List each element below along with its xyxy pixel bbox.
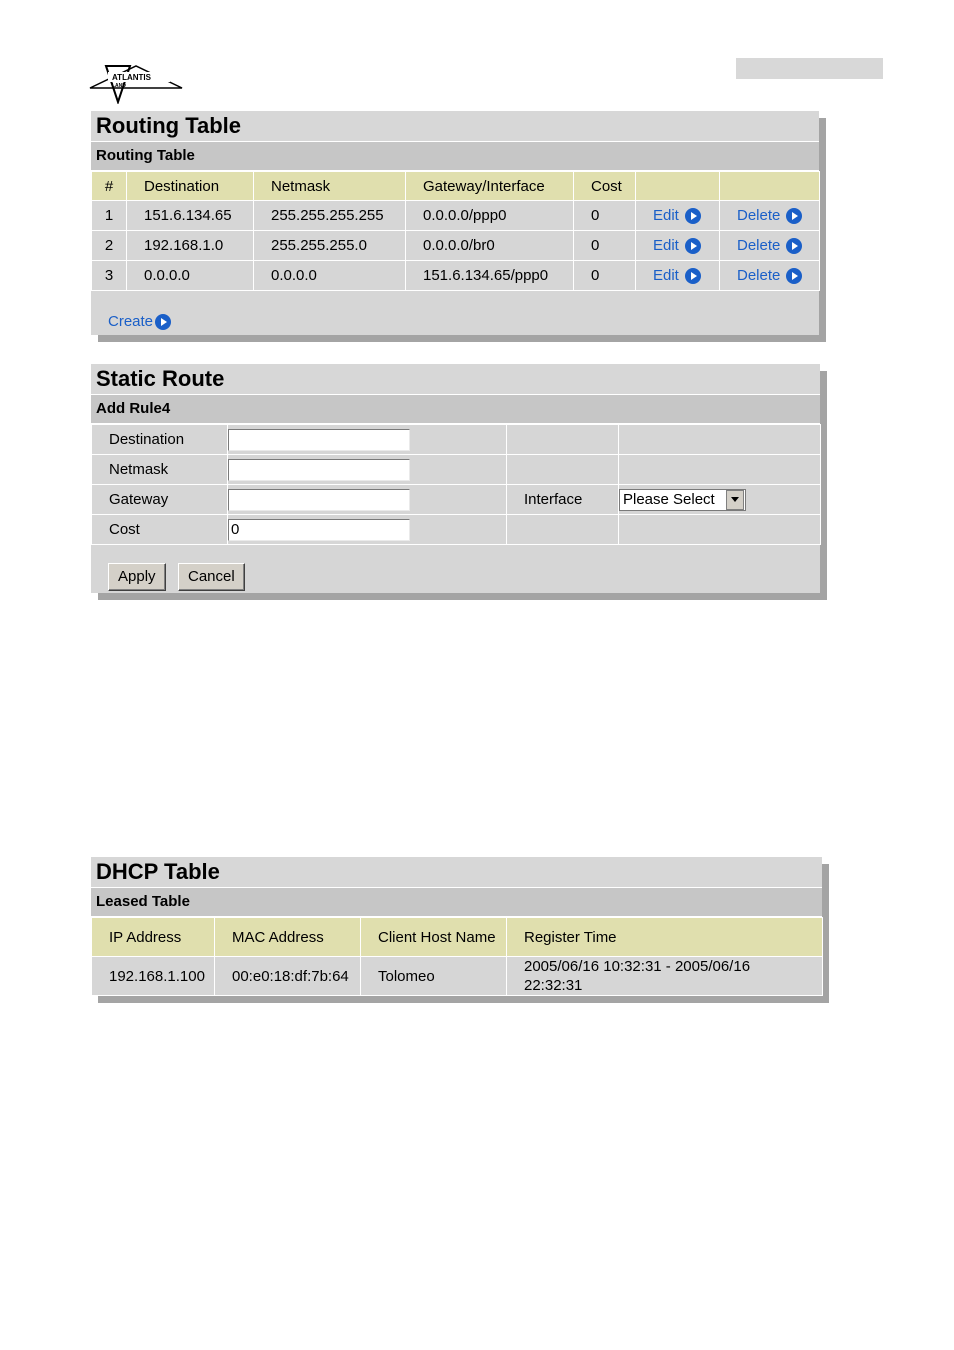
delete-route-1-link[interactable] — [737, 207, 802, 224]
arrow-right-icon — [685, 268, 701, 284]
gateway-label: Gateway — [92, 485, 228, 515]
delete-cell — [720, 261, 820, 291]
dhcp-leased-table — [91, 917, 823, 996]
create-route-link[interactable] — [108, 313, 171, 330]
static-route-form — [91, 424, 821, 545]
delete-cell — [720, 201, 820, 231]
gateway-input[interactable] — [228, 489, 410, 511]
interface-label: Interface — [507, 485, 619, 515]
netmask-label: Netmask — [92, 455, 228, 485]
route-netmask: 255.255.255.255 — [254, 201, 406, 231]
arrow-right-icon — [685, 238, 701, 254]
empty-cell — [619, 515, 821, 545]
table-header-row — [92, 172, 820, 201]
dhcp-table-subtitle: Leased Table — [91, 888, 822, 917]
lease-mac: 00:e0:18:df:7b:64 — [215, 957, 361, 996]
header-bar — [736, 58, 883, 79]
dhcp-table-title: DHCP Table — [91, 857, 822, 888]
static-route-title: Static Route — [91, 364, 820, 395]
routing-table-footer — [91, 291, 819, 335]
arrow-right-icon — [786, 268, 802, 284]
lease-ip: 192.168.1.100 — [92, 957, 215, 996]
column-header-ip: IP Address — [92, 918, 215, 957]
delete-label: Delete — [737, 207, 781, 224]
static-route-footer — [91, 545, 820, 593]
delete-label: Delete — [737, 267, 781, 284]
edit-cell — [636, 231, 720, 261]
route-cost: 0 — [574, 261, 636, 291]
table-row — [92, 201, 820, 231]
edit-label: Edit — [653, 237, 679, 254]
delete-cell — [720, 231, 820, 261]
chevron-down-icon[interactable] — [726, 490, 744, 510]
edit-cell — [636, 201, 720, 231]
empty-cell — [619, 425, 821, 455]
arrow-right-icon — [786, 208, 802, 224]
route-cost: 0 — [574, 201, 636, 231]
column-header-destination: Destination — [127, 172, 254, 201]
edit-route-2-link[interactable] — [653, 237, 701, 254]
interface-selected-value: Please Select — [623, 491, 715, 508]
table-header-row — [92, 918, 823, 957]
edit-route-3-link[interactable] — [653, 267, 701, 284]
edit-label: Edit — [653, 207, 679, 224]
form-row — [92, 455, 821, 485]
form-row — [92, 485, 821, 515]
arrow-right-icon — [155, 314, 171, 330]
table-row — [92, 231, 820, 261]
lease-time: 2005/06/16 10:32:31 - 2005/06/16 22:32:31 — [507, 957, 823, 996]
routing-table-title: Routing Table — [91, 111, 819, 142]
column-header-gateway: Gateway/Interface — [406, 172, 574, 201]
destination-input[interactable] — [228, 429, 410, 451]
column-header-mac: MAC Address — [215, 918, 361, 957]
atlantis-land-logo-icon — [86, 58, 186, 104]
delete-route-2-link[interactable] — [737, 237, 802, 254]
column-header-time: Register Time — [507, 918, 823, 957]
empty-cell — [619, 455, 821, 485]
netmask-cell — [228, 455, 507, 485]
create-label: Create — [108, 313, 154, 330]
column-header-netmask: Netmask — [254, 172, 406, 201]
route-gateway: 151.6.134.65/ppp0 — [406, 261, 574, 291]
edit-label: Edit — [653, 267, 679, 284]
route-destination: 192.168.1.0 — [127, 231, 254, 261]
table-row — [92, 261, 820, 291]
route-gateway: 0.0.0.0/br0 — [406, 231, 574, 261]
form-row — [92, 425, 821, 455]
empty-cell — [507, 515, 619, 545]
routing-table-panel — [91, 111, 819, 335]
route-destination: 0.0.0.0 — [127, 261, 254, 291]
empty-cell — [507, 455, 619, 485]
table-row — [92, 957, 823, 996]
destination-label: Destination — [92, 425, 228, 455]
routing-table — [91, 171, 820, 291]
route-destination: 151.6.134.65 — [127, 201, 254, 231]
logo-subtext: LAND — [112, 83, 126, 89]
column-header-cost: Cost — [574, 172, 636, 201]
route-netmask: 255.255.255.0 — [254, 231, 406, 261]
logo-text: ATLANTIS — [112, 73, 151, 82]
route-netmask: 0.0.0.0 — [254, 261, 406, 291]
arrow-right-icon — [786, 238, 802, 254]
lease-host: Tolomeo — [361, 957, 507, 996]
route-num: 3 — [92, 261, 127, 291]
cost-input[interactable] — [228, 519, 410, 541]
netmask-input[interactable] — [228, 459, 410, 481]
cost-cell — [228, 515, 507, 545]
route-num: 1 — [92, 201, 127, 231]
static-route-subtitle: Add Rule4 — [91, 395, 820, 424]
empty-cell — [507, 425, 619, 455]
route-gateway: 0.0.0.0/ppp0 — [406, 201, 574, 231]
cancel-button[interactable]: Cancel — [178, 563, 245, 591]
interface-select[interactable] — [619, 489, 746, 511]
edit-cell — [636, 261, 720, 291]
column-header-host: Client Host Name — [361, 918, 507, 957]
static-route-panel — [91, 364, 820, 593]
arrow-right-icon — [685, 208, 701, 224]
delete-route-3-link[interactable] — [737, 267, 802, 284]
column-header-edit — [636, 172, 720, 201]
interface-cell — [619, 485, 821, 515]
column-header-delete — [720, 172, 820, 201]
cost-label: Cost — [92, 515, 228, 545]
destination-cell — [228, 425, 507, 455]
routing-table-subtitle: Routing Table — [91, 142, 819, 171]
delete-label: Delete — [737, 237, 781, 254]
dhcp-table-panel — [91, 857, 822, 996]
gateway-cell — [228, 485, 507, 515]
form-row — [92, 515, 821, 545]
apply-button[interactable]: Apply — [108, 563, 166, 591]
column-header-num: # — [92, 172, 127, 201]
route-cost: 0 — [574, 231, 636, 261]
route-num: 2 — [92, 231, 127, 261]
edit-route-1-link[interactable] — [653, 207, 701, 224]
